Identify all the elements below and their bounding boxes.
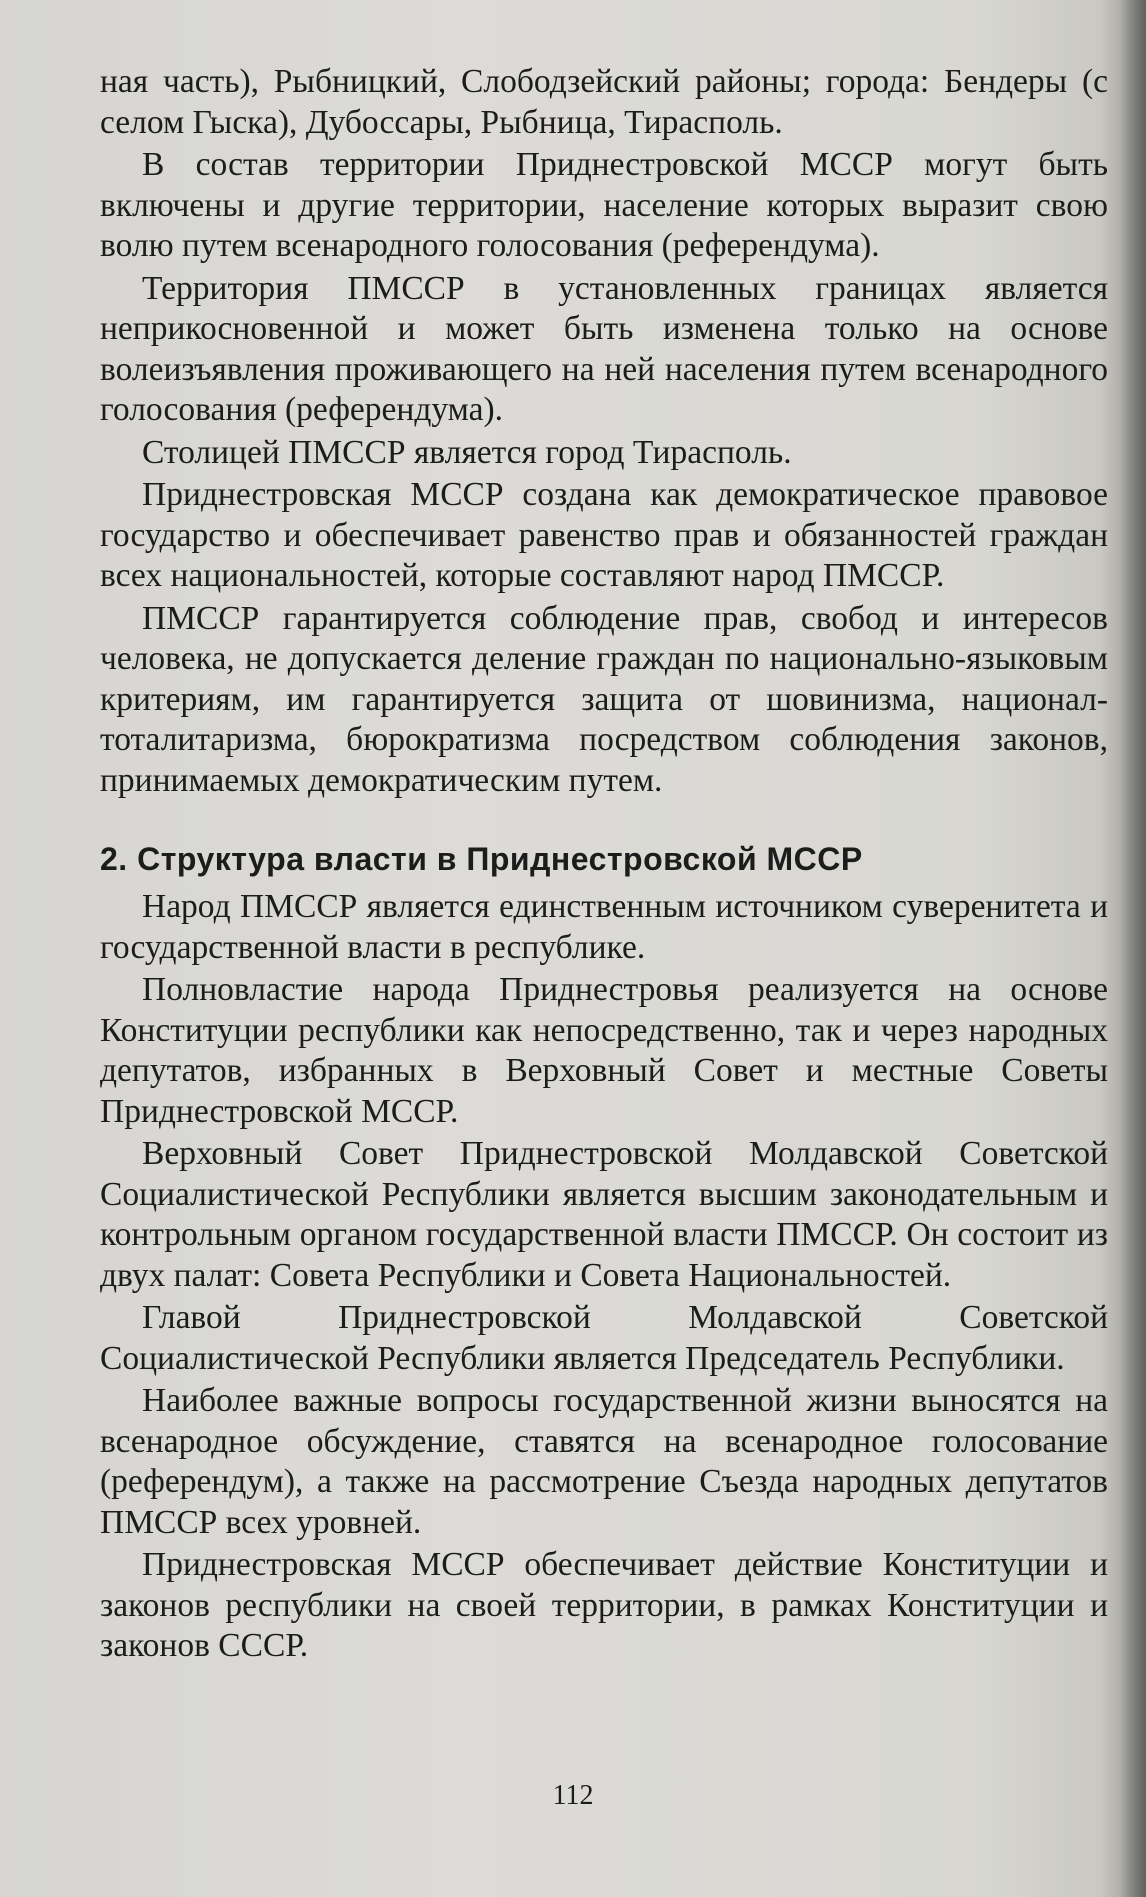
paragraph: Столицей ПМССР является город Тирасполь. — [142, 433, 792, 471]
page-number: 112 — [552, 1780, 594, 1811]
paragraph: ПМССР гарантируется соблюдение прав, свобод и интересов человека, не допускается деление граждан по национально-языковым критериям, им гарантируется защита от шовинизма, национал-тоталитаризма, бюрократизма посредством соблюдения законов, принимаемых демократическим путем. — [100, 599, 1108, 799]
paragraph: Приднестровская МССР обеспечивает действие Конституции и законов республики на своей территории, в рамках Конституции и законов СССР. — [100, 1546, 1108, 1664]
page-body — [100, 62, 1108, 1669]
paragraph: Народ ПМССР является единственным источником суверенитета и государственной власти в республике. — [100, 888, 1108, 966]
paragraph: Полновластие народа Приднестровья реализуется на основе Конституции республики как непосредственно, так и через народных депутатов, избранных в Верховный Совет и местные Советы Приднестровской МССР. — [100, 971, 1108, 1130]
section-heading: 2. Структура власти в Приднестровской МССР — [100, 841, 863, 877]
paragraph: Главой Приднестровской Молдавской Советской Социалистической Республики является Председатель Республики. — [100, 1299, 1108, 1377]
paragraph: Верховный Совет Приднестровской Молдавской Советской Социалистической Республики является высшим законодательным и контрольным органом государственной власти ПМССР. Он состоит из двух палат: Совета Республики и Совета Национальностей. — [100, 1135, 1108, 1294]
paragraph: Приднестровская МССР создана как демократическое правовое государство и обеспечивает равенство прав и обязанностей граждан всех национальностей, которые составляют народ ПМССР. — [100, 476, 1108, 594]
page-edge-shadow — [1120, 0, 1146, 1897]
paragraph: Наиболее важные вопросы государственной жизни выносятся на всенародное обсуждение, ставятся на всенародное голосование (референдум), а также на рассмотрение Съезда народных депутатов ПМССР всех уровней. — [100, 1382, 1108, 1541]
paragraph: ная часть), Рыбницкий, Слободзейский районы; города: Бендеры (с селом Гыска), Дубоссары, Рыбница, Тирасполь. — [100, 63, 1108, 141]
paragraph: В состав территории Приднестровской МССР могут быть включены и другие территории, население которых выразит свою волю путем всенародного голосования (референдума). — [100, 146, 1108, 264]
paragraph: Территория ПМССР в установленных границах является неприкосновенной и может быть изменена только на основе волеизъявления проживающего на ней населения путем всенародного голосования (референдума). — [100, 269, 1108, 428]
